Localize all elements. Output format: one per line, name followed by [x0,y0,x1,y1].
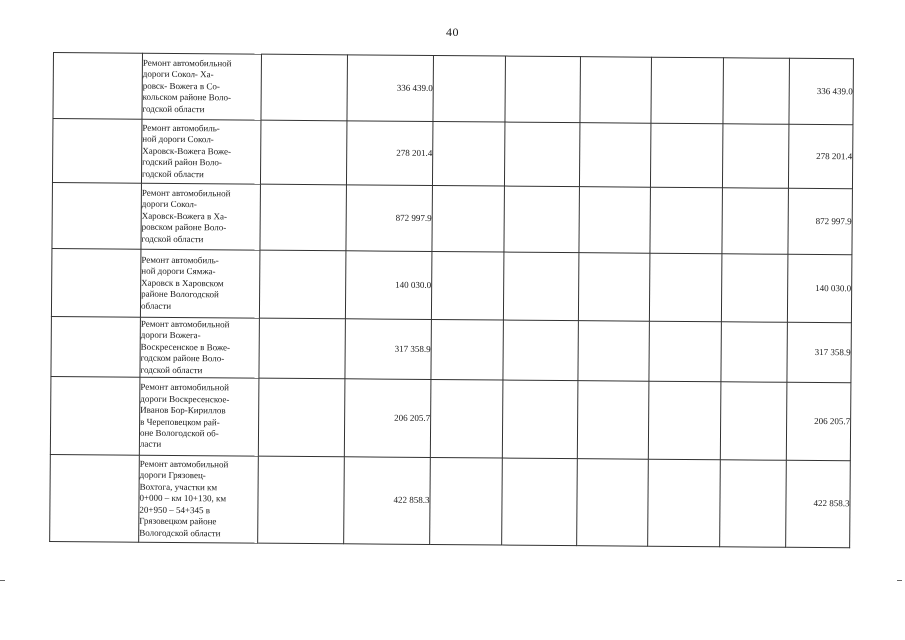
description-line: Ремонт автомобильной [139,458,229,470]
description-line: 0+000 – км 10+130, км [139,492,227,504]
total-cell: 206 205.7 [786,382,851,461]
description-line: годской области [142,103,205,114]
amount-cell: 872 997.9 [346,185,433,252]
description-line: ровском районе Воло- [141,221,227,233]
empty-cell [52,119,141,184]
empty-cell [648,459,721,547]
budget-table [49,52,854,548]
description-line: дороги Сокол- Ха- [142,69,214,80]
empty-cell [432,121,505,186]
empty-cell [50,454,140,542]
page-number: 40 [446,25,459,39]
empty-cell [578,321,649,382]
empty-cell [258,378,345,457]
table-row [51,316,851,382]
total-cell: 317 358.9 [787,322,851,383]
table-row [50,454,851,547]
description-line: Ремонт автомобильной [140,318,230,330]
empty-cell [51,248,141,317]
empty-cell [505,56,581,123]
amount-cell: 278 201.4 [346,121,433,186]
empty-cell [649,321,721,382]
empty-cell [579,187,651,254]
description-line: Ремонт автомобильной [141,187,231,199]
empty-cell [433,55,506,122]
empty-cell [721,254,788,323]
empty-cell [579,123,651,188]
empty-cell [578,253,650,322]
description-line: дороги Грязовец- [139,470,206,481]
empty-cell [502,380,578,459]
empty-cell [431,319,503,380]
empty-cell [259,318,345,379]
description-line: в Череповецком рай- [140,416,220,427]
empty-cell [430,379,503,458]
description-line: Ремонт автомобиль- [141,254,219,266]
empty-cell [577,381,649,460]
table-row [50,376,851,460]
empty-cell [260,184,347,251]
description-line: Ремонт автомобильной [140,381,229,393]
road-repair-description [140,249,260,318]
empty-cell [503,320,578,381]
amount-cell: 140 030.0 [345,251,432,320]
empty-cell [651,57,724,124]
description-line: Вологодской области [139,527,221,538]
empty-cell [53,53,143,120]
scan-margin-mark-left [0,580,5,581]
table-row [52,182,852,254]
empty-cell [432,185,505,252]
empty-cell [722,188,789,255]
amount-cell: 206 205.7 [344,379,431,458]
empty-cell [258,456,345,544]
empty-cell [51,316,140,377]
empty-cell [650,187,723,254]
empty-cell [577,459,649,547]
empty-cell [259,250,346,319]
description-line: ровск- Вожега в Со- [142,80,220,92]
description-line: ной дороги Сокол- [142,134,214,145]
empty-cell [722,124,789,189]
empty-cell [650,123,723,188]
total-cell: 140 030.0 [787,254,852,323]
table-row [52,119,852,189]
description-line: Ремонт автомобиль- [142,122,220,134]
description-line: оне Вологодской об- [139,427,219,439]
road-repair-description [140,317,259,378]
description-line: кольском районе Воло- [142,91,232,103]
total-cell: 872 997.9 [788,188,853,255]
empty-cell [504,122,580,187]
road-repair-description [141,119,260,184]
table-row [51,248,852,322]
scan-margin-mark-right [897,580,902,581]
description-line: Воскресенское в Воже- [140,341,231,353]
empty-cell [431,251,504,320]
description-line: годской области [140,364,203,375]
empty-cell [649,253,722,322]
description-line: Харовск в Харовском [141,277,224,289]
amount-cell: 336 439.0 [347,55,434,122]
road-repair-description [141,183,261,250]
total-cell: 336 439.0 [789,58,854,125]
empty-cell [50,376,140,455]
description-line: годской области [142,168,204,179]
empty-cell [503,252,579,321]
empty-cell [721,322,787,383]
road-repair-description [142,53,262,120]
description-line: 20+950 – 54+345 в [139,504,211,515]
empty-cell [502,458,578,546]
description-line: районе Вологодской [141,288,219,300]
description-line: Харовск-Вожега в Ха- [141,210,228,222]
description-line: области [140,300,172,311]
description-line: ной дороги Сямжа- [141,266,216,277]
table-row [53,53,853,125]
empty-cell [260,120,347,185]
amount-cell: 317 358.9 [345,319,431,380]
description-line: Грязовецком районе [139,515,217,527]
empty-cell [648,381,721,460]
description-line: Вохтога, участки км [139,481,218,493]
description-line: ласти [139,439,162,450]
table-body [50,53,854,548]
total-cell: 422 858.3 [786,460,851,548]
description-line: дороги Сокол- [141,199,197,210]
empty-cell [720,460,787,548]
description-line: Харовск-Вожега Воже- [142,145,232,157]
amount-cell: 422 858.3 [344,457,431,545]
empty-cell [580,57,652,124]
empty-cell [261,54,348,121]
description-line: Ремонт автомобильной [142,57,232,69]
description-line: годском районе Воло- [140,352,225,364]
road-repair-description [139,455,259,543]
empty-cell [52,182,142,249]
road-repair-description [139,377,259,456]
description-line: Иванов Бор-Кириллов [140,404,226,416]
description-line: годский район Воло- [142,156,222,168]
description-line: дороги Вожега- [140,330,201,341]
empty-cell [720,382,787,461]
description-line: дороги Воскресенское- [140,393,230,405]
total-cell: 278 201.4 [788,124,853,189]
empty-cell [723,58,790,125]
empty-cell [504,186,580,253]
description-line: годской области [141,233,204,244]
empty-cell [430,457,503,545]
